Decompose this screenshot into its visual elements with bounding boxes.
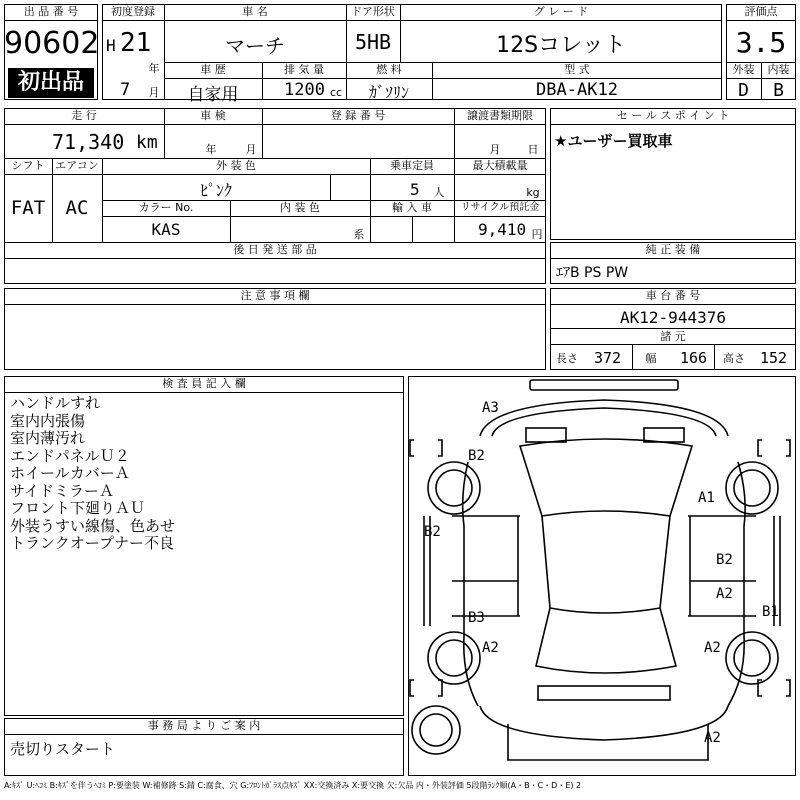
load-unit: kg <box>526 186 540 199</box>
damage-mark-a1: A1 <box>698 490 715 506</box>
inspector-note: ホイールカバーＡ <box>10 464 130 482</box>
displacement-label: 排 気 量 <box>284 63 324 76</box>
grade-label: グ レ ー ド <box>533 5 589 18</box>
car-diagram <box>408 376 796 776</box>
recycle-deposit: 9,410 <box>478 220 527 239</box>
damage-mark-b3: B3 <box>468 610 485 626</box>
height-label: 高さ <box>723 352 745 365</box>
displacement: 1200 <box>284 80 325 100</box>
history-label: 車 歴 <box>200 63 226 76</box>
inspection-year-unit: 年 <box>205 143 217 156</box>
grade: 12Sコレット <box>496 33 626 58</box>
dims-label: 諸 元 <box>660 330 686 343</box>
chassis-label: 車 台 番 号 <box>645 289 701 302</box>
era-value: H <box>106 36 116 55</box>
damage-mark-a2-right-rear: A2 <box>704 640 721 656</box>
air-conditioner: AC <box>65 197 89 219</box>
mileage-unit: km <box>136 132 158 153</box>
first-listing-badge: 初出品 <box>8 68 94 98</box>
color-no-label: カラー No. <box>138 201 194 214</box>
car-name: マーチ <box>225 34 285 58</box>
inspector-note: 室内薄汚れ <box>10 429 86 447</box>
color-label: 外 装 色 <box>216 159 256 172</box>
exterior-label: 外装 <box>732 63 755 76</box>
capacity: 5 <box>410 180 420 199</box>
car-name-label: 車 名 <box>242 5 268 18</box>
capacity-label: 乗車定員 <box>390 159 434 172</box>
transfer-day-unit: 日 <box>527 143 539 156</box>
inspector-note: サイドミラーＡ <box>10 481 114 500</box>
length: 372 <box>594 349 622 367</box>
month-unit: 月 <box>148 86 160 99</box>
inspection-label: 車 検 <box>200 109 226 122</box>
inspector-note: フロント下廻りＡＵ <box>10 499 146 517</box>
month-value: 7 <box>120 80 131 100</box>
damage-mark-a2-left-rear: A2 <box>482 640 499 656</box>
sales-point-label: セ ー ル ス ポ イ ン ト <box>616 109 730 122</box>
width: 166 <box>680 349 708 367</box>
damage-mark-b2-right: B2 <box>716 552 733 568</box>
interior-grade: B <box>773 80 784 101</box>
mileage-label: 走 行 <box>71 109 97 122</box>
height: 152 <box>760 349 788 367</box>
mileage: 71,340 <box>52 130 125 154</box>
inspector-note: トランクオープナー不良 <box>10 534 174 552</box>
transfer-label: 譲渡書類期限 <box>467 109 533 122</box>
recycle-unit: 円 <box>531 228 543 241</box>
year-value: 21 <box>120 28 152 58</box>
lot-number: 90602 <box>4 26 100 61</box>
transfer-month-unit: 月 <box>489 143 501 156</box>
inspector-note: ハンドルすれ <box>10 394 101 412</box>
door-label: ドア形状 <box>351 5 395 18</box>
inspection-month-unit: 月 <box>245 143 257 156</box>
door-type: 5HB <box>354 30 392 54</box>
sales-point-box <box>550 108 796 240</box>
later-parts-label: 後 日 発 送 部 品 <box>233 243 317 256</box>
width-label: 幅 <box>645 352 657 365</box>
score-label: 評価点 <box>744 5 778 18</box>
year-unit: 年 <box>148 62 160 75</box>
recycle-label: リサイクル預託金 <box>460 202 540 213</box>
inspector-note: エンドパネルＵ２ <box>10 446 130 465</box>
reg-no-label: 登 録 番 号 <box>330 109 386 122</box>
equipment-text: ｴｱB PS PW <box>556 265 629 281</box>
score: 3.5 <box>735 26 787 59</box>
damage-mark-b2-left-side: B2 <box>424 524 441 540</box>
damage-mark-b2-left-top: B2 <box>468 448 485 464</box>
shift: FAT <box>10 197 46 219</box>
displacement-unit: cc <box>329 86 343 99</box>
inspector-note: 室内内張傷 <box>10 411 86 430</box>
inspector-label: 検 査 員 記 入 欄 <box>162 377 246 390</box>
damage-mark-a2-bottom: A2 <box>704 730 721 746</box>
color-no: KAS <box>151 220 181 239</box>
interior-label: 内装 <box>767 63 790 76</box>
exterior-color: ﾋﾟﾝｸ <box>199 181 232 200</box>
sales-point-text: ★ユーザー買取車 <box>554 132 673 150</box>
equipment-label: 純 正 装 備 <box>645 243 701 256</box>
import-label: 輸 入 車 <box>392 201 432 214</box>
damage-mark-b1: B1 <box>762 604 779 620</box>
first-reg-label: 初度登録 <box>111 5 155 18</box>
office-text: 売切りスタート <box>10 740 116 758</box>
chassis-number: AK12-944376 <box>620 308 726 327</box>
ac-label: エアコン <box>55 159 99 172</box>
shift-label: シフト <box>11 159 45 172</box>
capacity-unit: 人 <box>433 186 445 199</box>
load-label: 最大積載量 <box>472 159 528 172</box>
history: 自家用 <box>187 85 239 105</box>
model-code: DBA-AK12 <box>536 80 618 100</box>
model-label: 型 式 <box>564 63 590 76</box>
int-color-label: 内 装 色 <box>280 201 320 214</box>
fuel-label: 燃 料 <box>376 63 402 76</box>
damage-mark-a3: A3 <box>482 400 499 416</box>
int-color-unit: 系 <box>353 228 365 241</box>
lot-number-label: 出 品 番 号 <box>23 5 79 18</box>
fuel: ｶﾞｿﾘﾝ <box>368 83 409 102</box>
damage-mark-a2-right-mid: A2 <box>716 586 733 602</box>
office-label: 事 務 局 よ り ご 案 内 <box>147 719 261 732</box>
exterior-grade: D <box>738 80 749 101</box>
length-label: 長さ <box>556 352 578 365</box>
inspector-note: 外装うすい線傷、色あせ <box>10 516 176 535</box>
caution-label: 注 意 事 項 欄 <box>240 289 310 302</box>
legend: A:ｷｽﾞ U:ﾍｺﾐ B:ｷｽﾞを伴うﾍｺﾐ P:要塗装 W:補修跡 S:錆 C:腐食、穴 G:ﾌﾛﾝﾄｶﾞﾗｽ点ｷｽﾞ XX:交換済み X:要交換 欠:欠品 内・外装評価 5段階ﾗﾝｸ順(A・B・C・D・E) 2 <box>4 781 582 790</box>
